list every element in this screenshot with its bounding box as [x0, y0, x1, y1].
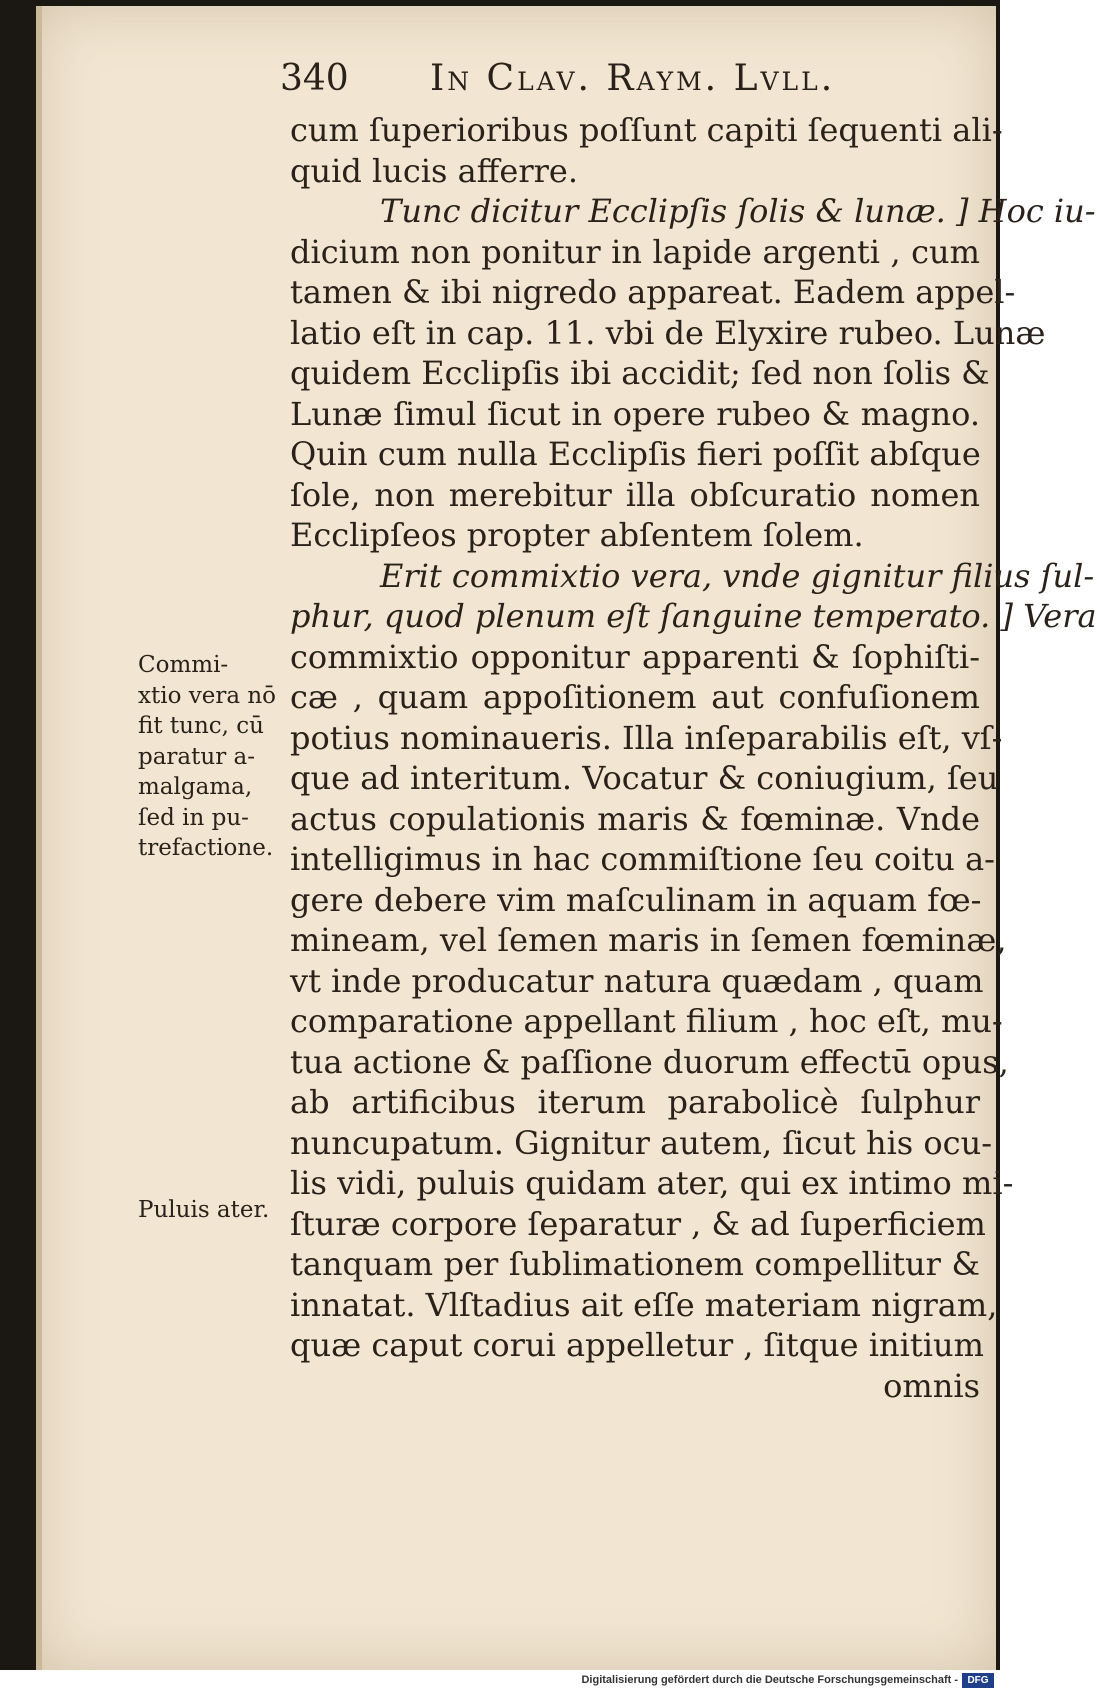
text-line: lis vidi, puluis quidam ater, qui ex intimo mi-: [290, 1164, 1014, 1202]
text-line: ab artificibus iterum parabolicè ſulphur: [290, 1083, 980, 1121]
margin-note-line: fit tunc, cū: [138, 713, 264, 739]
text-line: commixtio opponitur apparenti & ſophiſti-: [290, 637, 980, 676]
main-text-block: [290, 110, 1097, 1406]
text-line: comparatione appellant filium , hoc eſt, mu-: [290, 1002, 1003, 1040]
page-number: 340: [280, 58, 349, 99]
text-line: cum ſuperioribus poſſunt capiti ſequenti ali-: [290, 111, 1003, 149]
lemma-line: Erit commixtio vera, vnde gignitur filius ſul-: [380, 556, 1095, 595]
text-line: Ecclipſeos propter abſentem ſolem.: [290, 516, 864, 554]
margin-note-commixtio: [138, 650, 288, 864]
page-header: [0, 58, 1000, 108]
text-line: ſole, non merebitur illa obſcuratio nomen: [290, 475, 980, 514]
text-line: quæ caput corui appelletur , ſitque initium: [290, 1326, 984, 1364]
text-line: dicium non ponitur in lapide argenti , cum: [290, 232, 980, 271]
text-line: nuncupatum. Gignitur autem, ſicut his ocu-: [290, 1123, 992, 1162]
text-line: cæ , quam appoſitionem aut confuſionem: [290, 678, 980, 716]
text-line: latio eſt in cap. 11. vbi de Elyxire rubeo. Lunæ: [290, 313, 1046, 352]
margin-note-line: malgama,: [138, 774, 253, 800]
page-edge: [36, 6, 42, 1670]
text-line: vt inde producatur natura quædam , quam: [290, 961, 984, 1000]
margin-note-line: xtio vera nō: [138, 682, 277, 709]
text-line: ſturæ corpore ſeparatur , & ad ſuperficiem: [290, 1204, 986, 1243]
footer-credit: Digitalisierung gefördert durch die Deutsche Forschungsgemeinschaft -: [581, 1674, 958, 1686]
text-line: potius nominaueris. Illa inſeparabilis eſt, vſ-: [290, 718, 1003, 757]
text-line: Lunæ ſimul ſicut in opere rubeo & magno.: [290, 394, 980, 433]
text-line: gere debere vim maſculinam in aquam fœ-: [290, 880, 982, 919]
margin-note-line: Commi-: [138, 652, 229, 678]
lemma-line: phur, quod plenum eſt ſanguine temperato. ] Vera: [290, 597, 1097, 635]
margin-note-line: paratur a-: [138, 743, 255, 770]
text-line: intelligimus in hac commiſtione ſeu coitu a-: [290, 840, 995, 878]
text-line: mineam, vel ſemen maris in ſemen fœminæ,: [290, 921, 1007, 959]
text-line: quidem Ecclipſis ibi accidit; ſed non ſolis &: [290, 354, 990, 392]
text-line: quid lucis afferre.: [290, 151, 579, 190]
text-line: tua actione & paſſione duorum effectū opus,: [290, 1042, 1009, 1081]
margin-note-line: trefactione.: [138, 835, 274, 861]
text-line: tanquam per ſublimationem compellitur &: [290, 1245, 980, 1283]
text-line: actus copulationis maris & fœminæ. Vnde: [290, 799, 980, 838]
lemma-line: Tunc dicitur Ecclipſis ſolis & lunæ. ] Hoc iu-: [380, 192, 1096, 230]
catchword: omnis: [883, 1366, 980, 1405]
footer-bar: [0, 1670, 1000, 1695]
margin-note-line: ſed in pu-: [138, 804, 249, 831]
running-head: In Clav. Raym. Lvll.: [430, 58, 836, 99]
text-line: innatat. Vlſtadius ait eſſe materiam nigram,: [290, 1285, 998, 1324]
text-line: tamen & ibi nigredo appareat. Eadem appel-: [290, 273, 1016, 311]
margin-note-line: Puluis ater.: [138, 1197, 270, 1223]
margin-note-puluis: [138, 1195, 288, 1226]
text-line: Quin cum nulla Ecclipſis fieri poſſit abſque: [290, 435, 981, 473]
dfg-logo: DFG: [962, 1673, 994, 1688]
text-line: que ad interitum. Vocatur & coniugium, ſeu: [290, 759, 999, 797]
